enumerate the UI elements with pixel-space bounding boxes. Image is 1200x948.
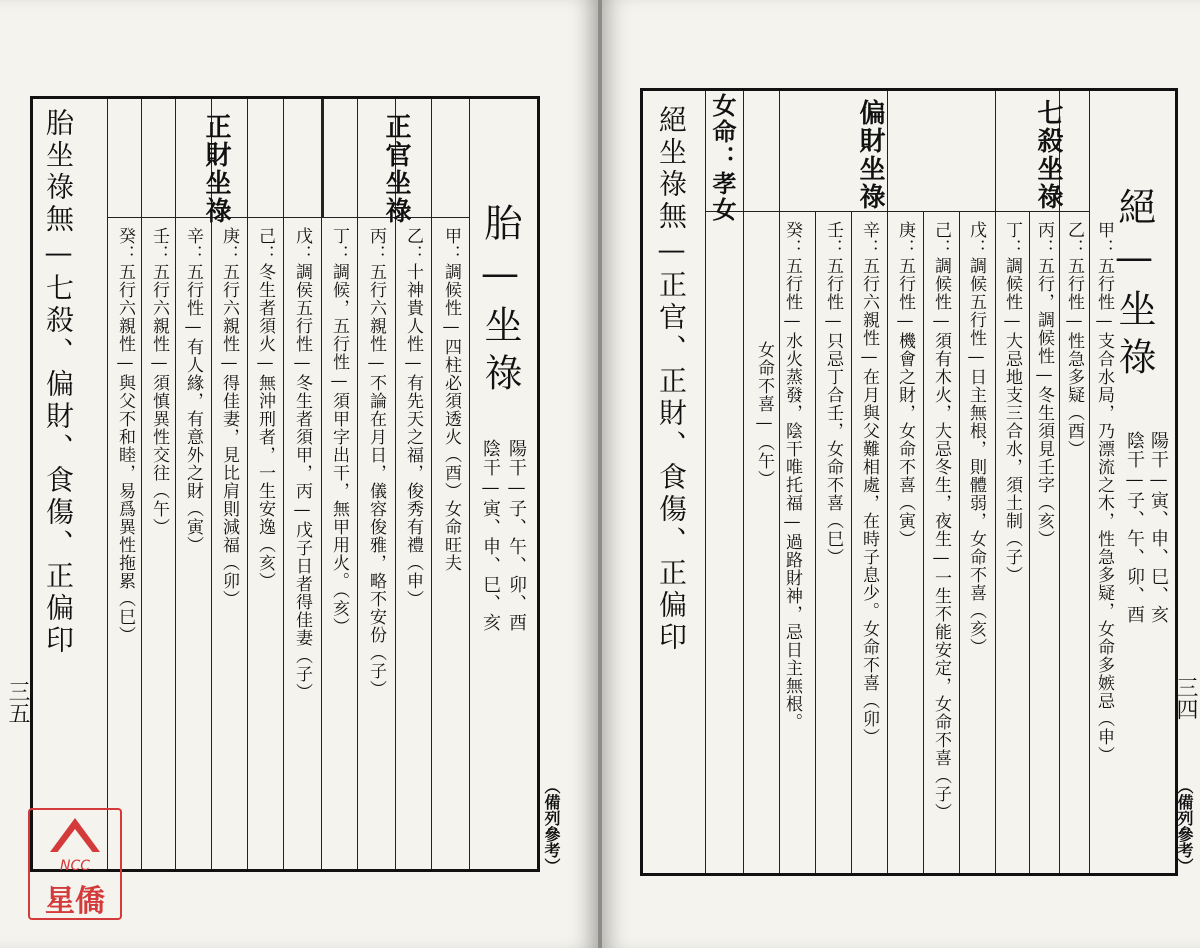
left-page (0, 0, 598, 948)
publisher-stamp (28, 808, 122, 920)
page-number: 三四 (1173, 676, 1198, 720)
row-gui-cont: 女命不喜—（午） (754, 341, 774, 488)
row-geng: 庚：五行性—機會之財，女命不喜（寅） (895, 221, 915, 548)
header-qisha: 七殺坐祿 (1033, 99, 1063, 211)
side-title: 胎坐祿無—七殺、偏財、食傷、正偏印 (42, 108, 75, 657)
row-yi: 乙：十神貴人性—有先天之福，俊秀有禮（申） (403, 227, 423, 608)
row-geng: 庚：五行六親性—得佳妻，見比肩則減福（卯） (219, 227, 239, 608)
row-xin: 辛：五行性—有人緣，有意外之財（寅） (183, 227, 203, 554)
page-number: 三五 (5, 680, 30, 724)
row-ding: 丁：調候性—大忌地支三合水，須土制（子） (1002, 221, 1022, 584)
main-title: 絕—坐祿 (1112, 187, 1156, 385)
row-yi: 乙：五行性—性急多疑（酉） (1064, 221, 1084, 458)
row-ren: 壬：五行性—只忌丁合壬，女命不喜（巳） (823, 221, 843, 566)
row-wu: 戊：調侯五行性—冬生者須甲，丙—戊子日者得佳妻（子） (292, 227, 312, 701)
stamp-name: 星僑 (45, 884, 105, 919)
reference-note: （備列參考） (542, 778, 561, 874)
header-zhengguan: 正官坐祿 (381, 113, 411, 225)
header-piancai: 偏財坐祿 (855, 99, 885, 211)
yang-gan: 陽干—寅、申、巳、亥 (1148, 431, 1169, 624)
row-ding: 丁：調候，五行性—須甲字出干，無甲用火。（亥） (329, 227, 349, 636)
yin-gan: 陰干—寅、申、巳、亥 (480, 439, 501, 632)
side-title: 絕坐祿無—正官、正財、食傷、正偏印 (655, 105, 688, 654)
row-wu: 戊：調候五行性—日主無根，則體弱，女命不喜（亥） (966, 221, 986, 656)
row-gui: 癸：五行六親性—與父不和睦，易爲異性拖累（巳） (115, 227, 135, 644)
yin-gan: 陰干—子、午、卯、酉 (1124, 431, 1145, 624)
stamp-ncc: NCC (59, 858, 91, 874)
row-jia: 甲：五行性—支合水局，乃漂流之木，性急多疑，女命多嫉忌（申） (1094, 221, 1114, 764)
table-frame (30, 96, 540, 872)
header-zhengcai: 正財坐祿 (201, 113, 231, 225)
right-page (602, 0, 1200, 948)
row-bing: 丙：五行，調候性—冬生須見壬字（亥） (1034, 221, 1054, 548)
row-ji: 己：調候性—須有木火，大忌冬生，夜生—一生不能安定，女命不喜（子） (931, 221, 951, 821)
reference-note: （備列參考） (1175, 778, 1194, 874)
row-ji: 己：冬生者須火—無沖刑者，一生安逸（亥） (255, 227, 275, 590)
row-bing: 丙：五行六親性—不論在月日，儀容俊雅，略不安份（子） (366, 227, 386, 698)
table-frame (640, 88, 1178, 876)
yang-gan: 陽干—子、午、卯、酉 (506, 439, 527, 632)
row-xin: 辛：五行六親性—在月與父難相處，在時子息少。女命不喜（卯） (859, 221, 879, 746)
main-title: 胎—坐祿 (478, 203, 522, 401)
row-gui: 癸：五行性—水火蒸發，陰干唯托福—過路財神，忌日主無根。 (782, 221, 802, 731)
row-jia: 甲：調候性—四柱必須透火（酉）女命旺夫 (441, 227, 461, 572)
row-ren: 壬：五行六親性—須慎異性交往（午） (149, 227, 169, 536)
header-nvming: 女命：孝女 (708, 93, 737, 223)
